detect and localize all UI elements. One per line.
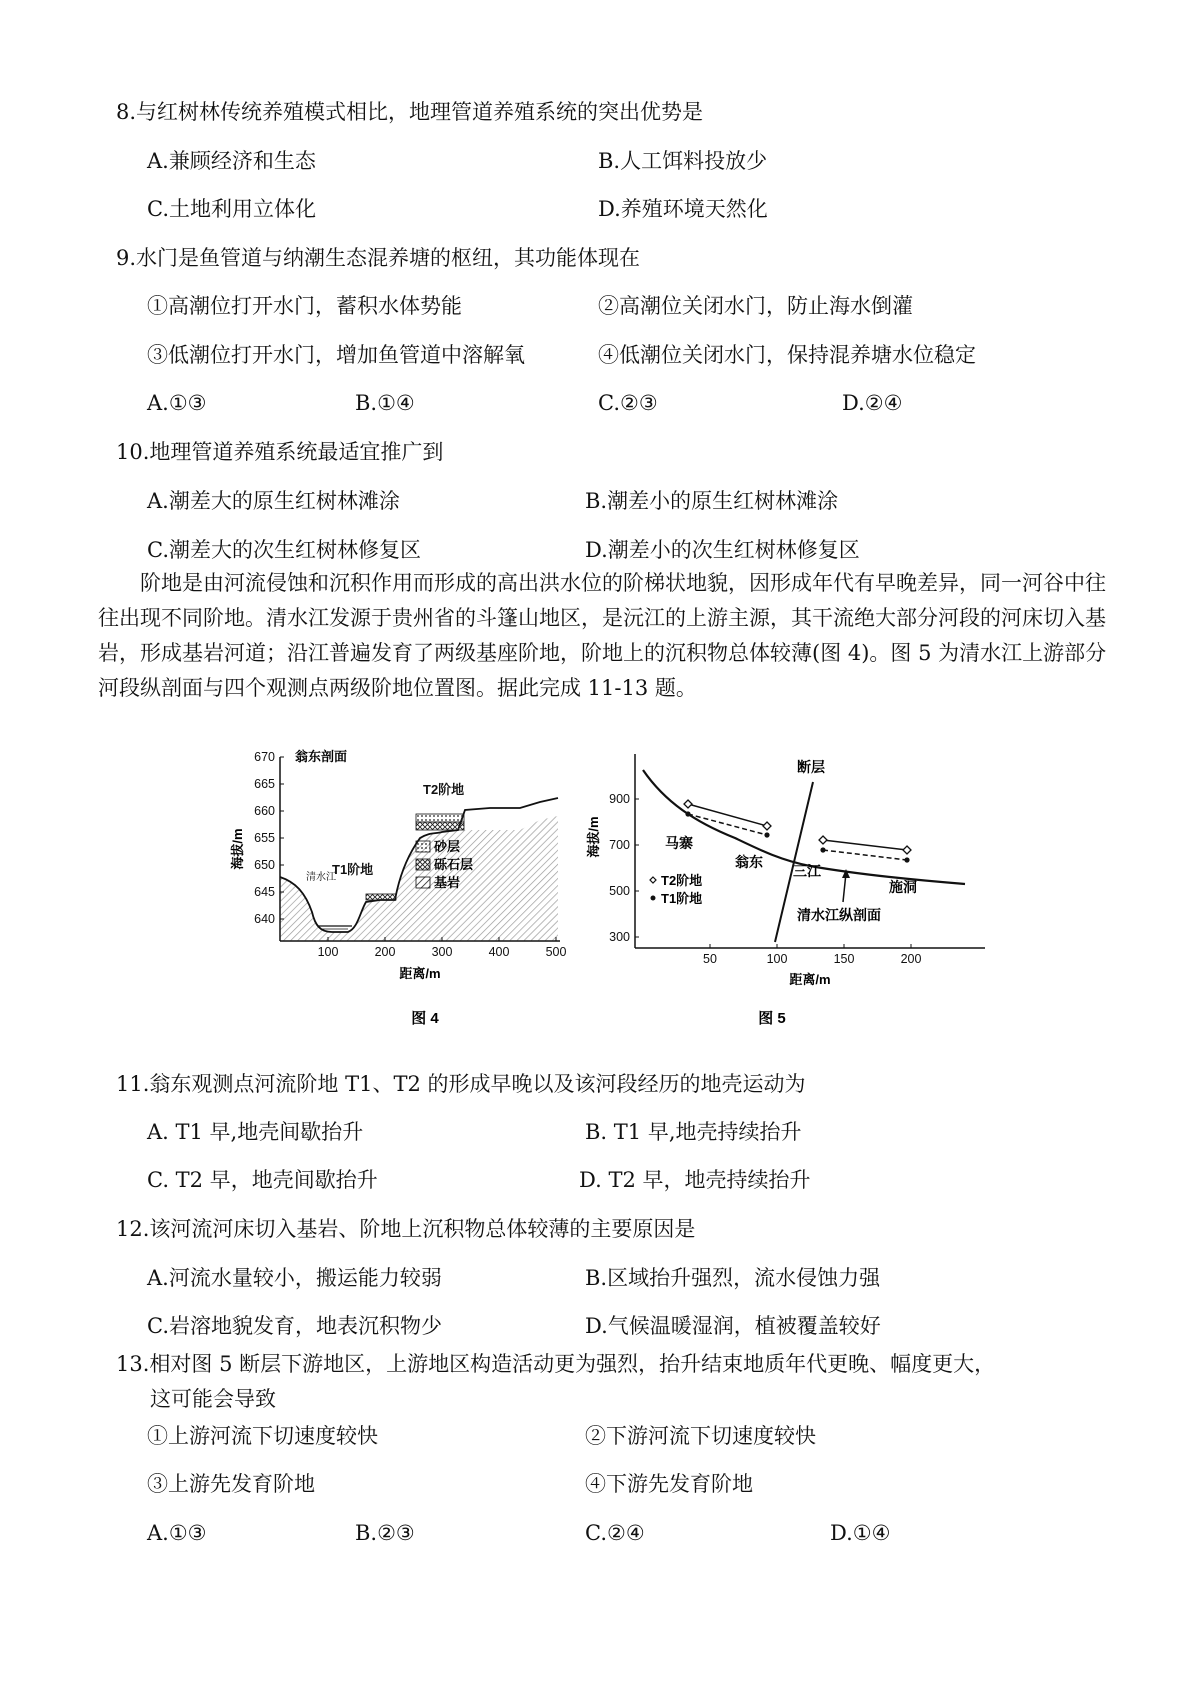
fig5-place-mazhai: 马寨 [665, 835, 693, 851]
fig5-fault-label: 断层 [797, 759, 825, 775]
q11-option-a: A. T1 早,地壳间歇抬升 [147, 1120, 364, 1144]
fig5-t2-marker [684, 800, 692, 808]
fig5-t1-marker [764, 832, 769, 837]
q11-option-b: B. T1 早,地壳持续抬升 [585, 1120, 802, 1144]
question-11-stem: 11.翁东观测点河流阶地 T1、T2 的形成早晚以及该河段经历的地壳运动为 [116, 1072, 806, 1096]
fig4-xlabel: 距离/m [399, 966, 441, 981]
q9-statement-4: ④低潮位关闭水门，保持混养塘水位稳定 [598, 343, 976, 367]
passage-text: 阶地是由河流侵蚀和沉积作用而形成的高出洪水位的阶梯状地貌，因形成年代有早晚差异，同一河谷中往往出现不同阶地。清水江发源于贵州省的斗篷山地区，是沅江的上游主源，其干流绝大部分河段的河床切入基岩，形成基岩河道；沿江普遍发育了两级基座阶地，阶地上的沉积物总体较薄(图 4)。图 5 为清水江上游部分河段纵剖面与四个观测点两级阶地位置图。据此完成 11-13 题。 [98, 571, 1107, 700]
q11-option-c: C. T2 早，地壳间歇抬升 [147, 1168, 378, 1192]
fig5-legend-t2: T2阶地 [661, 873, 703, 888]
question-12-stem: 12.该河流河床切入基岩、阶地上沉积物总体较薄的主要原因是 [116, 1217, 696, 1241]
fig5-ytick: 500 [609, 884, 630, 898]
fig5-t2-marker [763, 822, 771, 830]
fig4-legend-gravel: 砾石层 [434, 857, 474, 872]
fig4-xtick: 100 [317, 945, 339, 959]
fig5-ylabel: 海拔/m [586, 816, 601, 858]
question-13-stem-cont: 这可能会导致 [150, 1387, 276, 1411]
fig4-t1-label: T1阶地 [332, 862, 374, 877]
fig5-xtick: 200 [900, 952, 922, 966]
fig4-ytick: 640 [254, 912, 275, 926]
fig4-ylabel: 海拔/m [230, 828, 245, 870]
q8-option-a: A.兼顾经济和生态 [147, 149, 316, 173]
question-8-stem: 8.与红树林传统养殖模式相比，地理管道养殖系统的突出优势是 [116, 100, 704, 124]
q13-option-a: A.①③ [147, 1521, 207, 1545]
q13-statement-1: ①上游河流下切速度较快 [147, 1424, 378, 1448]
question-10-stem: 10.地理管道养殖系统最适宜推广到 [116, 440, 444, 464]
q8-option-d: D.养殖环境天然化 [598, 197, 768, 221]
fig4-river-label: 清水江 [306, 872, 336, 883]
fig4-ytick: 665 [254, 777, 275, 791]
fig4-legend-bedrock: 基岩 [434, 875, 461, 890]
fig4-legend-sand: 砂层 [434, 839, 461, 854]
fig5-profile-label: 清水江纵剖面 [797, 907, 881, 923]
fig5-place-wengdong: 翁东 [735, 854, 763, 870]
q8-option-c: C.土地利用立体化 [147, 197, 316, 221]
fig5-t1-marker [904, 857, 909, 862]
q11-option-d: D. T2 早，地壳持续抬升 [579, 1168, 811, 1192]
fig5-legend-t1: T1阶地 [661, 891, 703, 906]
fig4-xtick: 400 [488, 945, 510, 959]
fig4-ytick: 670 [254, 750, 275, 764]
figure-5-chart [585, 742, 1005, 1032]
fig5-xlabel: 距离/m [789, 972, 831, 987]
q8-option-b: B.人工饵料投放少 [598, 149, 768, 173]
q12-option-d: D.气候温暖湿润，植被覆盖较好 [585, 1314, 881, 1338]
legend-gravel-swatch [416, 859, 430, 870]
q12-option-b: B.区域抬升强烈，流水侵蚀力强 [585, 1266, 881, 1290]
q13-statement-2: ②下游河流下切速度较快 [585, 1424, 816, 1448]
q13-statement-3: ③上游先发育阶地 [147, 1472, 315, 1496]
fig4-xtick: 500 [545, 945, 567, 959]
q12-option-c: C.岩溶地貌发育，地表沉积物少 [147, 1314, 442, 1338]
fig4-xtick: 200 [374, 945, 396, 959]
q13-statement-4: ④下游先发育阶地 [585, 1472, 753, 1496]
q9-option-d: D.②④ [842, 391, 903, 415]
fig5-xtick: 150 [833, 952, 855, 966]
passage [98, 566, 1108, 706]
question-9-stem: 9.水门是鱼管道与纳潮生态混养塘的枢纽，其功能体现在 [116, 246, 641, 270]
fig5-place-sanjiang: 三江 [793, 863, 821, 879]
fig5-ytick: 300 [609, 930, 630, 944]
q10-option-c: C.潮差大的次生红树林修复区 [147, 538, 421, 562]
fig5-xtick: 50 [703, 952, 717, 966]
q10-option-d: D.潮差小的次生红树林修复区 [585, 538, 860, 562]
q9-option-b: B.①④ [355, 391, 415, 415]
q13-option-c: C.②④ [585, 1521, 645, 1545]
q9-option-a: A.①③ [147, 391, 207, 415]
fig4-xtick: 300 [431, 945, 453, 959]
fig4-ytick: 645 [254, 885, 275, 899]
fig5-t2-marker [903, 846, 911, 854]
fig5-xtick: 100 [766, 952, 788, 966]
q9-statement-3: ③低潮位打开水门，增加鱼管道中溶解氧 [147, 343, 525, 367]
fig4-t2-label: T2阶地 [423, 782, 465, 797]
q10-option-a: A.潮差大的原生红树林滩涂 [147, 489, 400, 513]
q9-option-c: C.②③ [598, 391, 658, 415]
fig5-legend-t2-marker [650, 877, 656, 883]
legend-bedrock-swatch [416, 877, 430, 888]
fig4-title: 翁东剖面 [295, 749, 348, 764]
q13-option-d: D.①④ [830, 1521, 891, 1545]
question-13-stem: 13.相对图 5 断层下游地区，上游地区构造活动更为强烈，抬升结束地质年代更晚、幅度更大， [116, 1352, 996, 1376]
fig5-ytick: 900 [609, 792, 630, 806]
q12-option-a: A.河流水量较小，搬运能力较弱 [147, 1266, 442, 1290]
fig5-t2-marker [819, 836, 827, 844]
fig5-t1-marker [685, 811, 690, 816]
q10-option-b: B.潮差小的原生红树林滩涂 [585, 489, 839, 513]
legend-sand-swatch [416, 841, 430, 852]
fig4-ytick: 655 [254, 831, 275, 845]
fig5-legend-t1-marker [651, 896, 656, 901]
fig5-place-shidong: 施洞 [889, 879, 917, 895]
fig5-t1-marker [820, 847, 825, 852]
q9-statement-1: ①高潮位打开水门，蓄积水体势能 [147, 294, 462, 318]
fig4-caption: 图 4 [411, 1010, 439, 1027]
fig5-caption: 图 5 [758, 1010, 786, 1027]
figure-4-chart [220, 742, 580, 1032]
fig4-ytick: 650 [254, 858, 275, 872]
fig4-ytick: 660 [254, 804, 275, 818]
q13-option-b: B.②③ [355, 1521, 415, 1545]
fig5-ytick: 700 [609, 838, 630, 852]
q9-statement-2: ②高潮位关闭水门，防止海水倒灌 [598, 294, 913, 318]
